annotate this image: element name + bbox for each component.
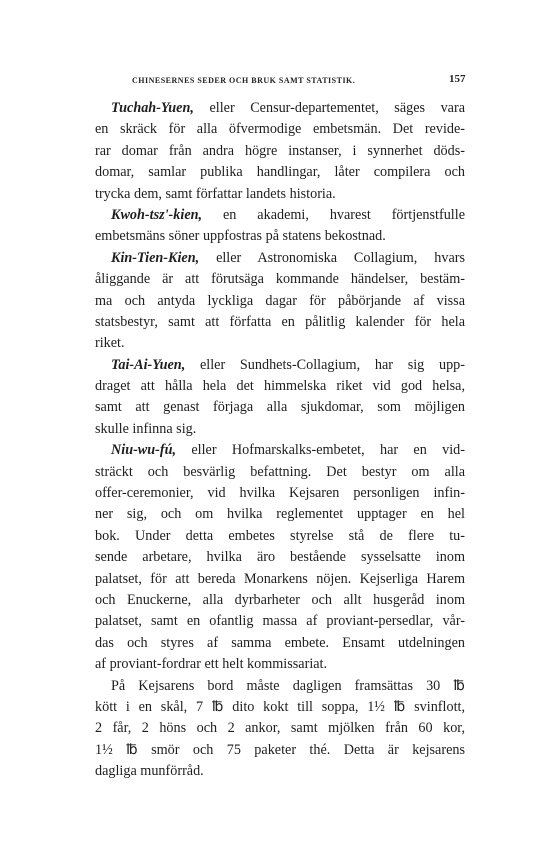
text-line: skulle infinna sig. [95,420,197,437]
text-line: 2 får, 2 höns och 2 ankor, samt mjölken från 60 kor, [95,720,465,737]
text-line: Tuchah-Yuen, eller Censur-departementet, säges vara [111,100,465,116]
text-line: Kin-Tien-Kien, eller Astronomiska Collagium, hvars [111,249,465,266]
paragraph-hofmarskalks-embetet [95,440,465,675]
term-tai-ai-yuen: Tai-Ai-Yuen, [111,356,186,373]
text-line: Tai-Ai-Yuen, eller Sundhets-Collagium, har sig upp- [111,356,465,373]
term-kin-tien-kien: Kin-Tien-Kien, [111,249,200,266]
text-line: och Enuckerne, alla dyrbarheter och allt husgeråd inom [95,591,465,608]
text-line: embetsmäns söner uppfostras på statens bekostnad. [95,228,386,245]
text-line: sträckt och besvärlig befattning. Det bestyr om alla [95,463,465,480]
text-line: ma och antyda lyckliga dagar för påbörjande af vissa [95,292,465,309]
text-line: trycka dem, samt författar landets historia. [95,185,336,202]
paragraph-akademi [95,205,465,248]
text-line: rar domar från andra högre instanser, i synnerhet döds- [95,142,465,159]
paragraph-astronomiska-collagium [95,248,465,355]
text-line: en skräck för alla öfvermodige embetsmän. Det revide- [95,121,465,138]
text-line: palatset, för att bereda Monarkens nöjen. Kejserliga Harem [95,570,465,587]
text-line: åliggande är att förutsäga kommande händelser, bestäm- [95,271,465,288]
text-line: das och styres af samma embete. Ensamt utdelningen [95,634,465,651]
text-line: statsbestyr, samt att författa en pålitlig kalender för hela [95,313,465,330]
term-kwoh-tsz-kien: Kwoh-tsz'-kien, [111,206,203,223]
page-number: 157 [449,73,466,85]
paragraph-kejsarens-bord [95,676,465,783]
text-line: Kwoh-tsz'-kien, en akademi, hvarest förtjenstfulle [111,206,465,223]
text-line: bok. Under detta embetes styrelse stå de flere tu- [95,527,465,544]
term-niu-wu-fu: Niu-wu-fú, [111,442,177,459]
paragraph-sundhets-collagium [95,355,465,441]
text-line: På Kejsarens bord måste dagligen framsättas 30 ℔ [111,677,465,694]
text-line: samt att genast förjaga alla sjukdomar, som möjligen [95,399,465,416]
text-line: palatset, samt en ofantlig massa af proviant-persedlar, vår- [95,613,465,630]
running-head: CHINESERNES SEDER OCH BRUK SAMT STATISTIK. [132,76,356,85]
term-tuchah-yuen: Tuchah-Yuen, [111,100,194,116]
text-line: 1½ ℔ smör och 75 paketer thé. Detta är kejsarens [95,741,465,758]
paragraph-censur-departementet [95,98,465,205]
text-line: dagliga munförråd. [95,763,204,780]
text-line: af proviant-fordrar ett helt kommissariat. [95,656,328,673]
text-line: sende arbetare, hvilka äro bestående sysselsatte inom [95,549,465,566]
text-line: riket. [95,335,125,352]
text-line: domar, samlar publika handlingar, låter compilera och [95,164,465,181]
text-line: offer-ceremonier, vid hvilka Kejsaren personligen infin- [95,485,465,502]
text-line: Niu-wu-fú, eller Hofmarskalks-embetet, har en vid- [111,442,465,459]
text-line: draget att hålla hela det himmelska riket vid god helsa, [95,378,465,395]
body-text [95,98,465,783]
text-line: ner sig, och om hvilka reglementet upptager en hel [95,506,465,523]
text-line: kött i en skål, 7 ℔ dito kokt till soppa, 1½ ℔ svinflott, [95,698,465,715]
